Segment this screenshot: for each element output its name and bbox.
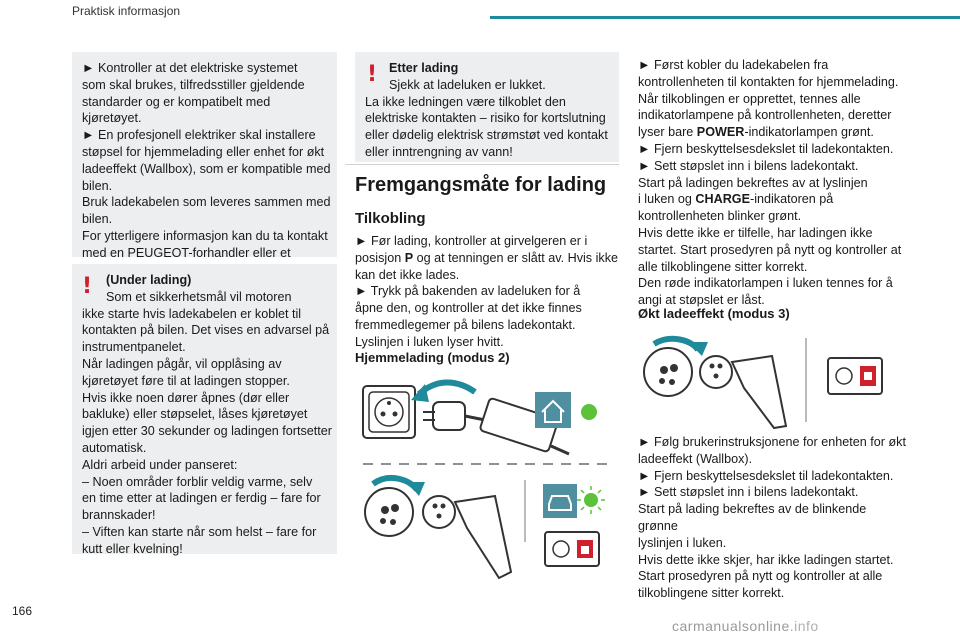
text-span: -indikatoren på <box>750 192 834 207</box>
home-charging-illustration <box>355 372 617 582</box>
text-line: brannskader! <box>82 508 156 523</box>
info-box-installation <box>72 52 337 260</box>
type2-plug-icon <box>423 496 511 578</box>
text-line: ► Fjern beskyttelsesdekslet til ladekontakten. <box>638 468 894 483</box>
text-line: ► En profesjonell elektriker skal installere <box>82 128 316 143</box>
watermark-suffix: .info <box>789 618 819 634</box>
text-line: Lyslinjen i luken lyser hvitt. <box>355 334 504 349</box>
text-span: og at tenningen er slått av. Hvis ikke <box>413 250 618 265</box>
lock-panel-icon <box>828 358 882 394</box>
text-line: kjøretøyet føre til at ladingen stopper. <box>82 373 290 388</box>
text-line: eller dødelig elektrisk strømstøt ved kontakt <box>365 128 608 143</box>
text-line: kontrollenheten blinker grønt. <box>638 209 802 224</box>
power-indicator-dot <box>581 404 597 420</box>
text-line: ► Sett støpslet inn i bilens ladekontakt. <box>638 158 859 173</box>
power-label: POWER <box>696 125 745 140</box>
text-line: automatisk. <box>82 440 147 455</box>
header-rule <box>490 16 960 19</box>
text-line: Hvis dette ikke er tilfelle, har ladingen ikke <box>638 225 873 240</box>
text-span: -indikatorlampen grønt. <box>744 125 874 140</box>
text-line: bakluke) eller støpselet, låses kjøretøyet <box>82 407 308 422</box>
text-line: fremmedlegemer på bilens ladekontakt. <box>355 317 576 332</box>
charging-inlet-icon <box>365 478 425 536</box>
text-line: angi at støpslet er låst. <box>638 293 765 308</box>
connection-text <box>355 233 623 351</box>
arrow-icon <box>419 382 475 394</box>
home-charging-heading: Hjemmelading (modus 2) <box>355 350 510 365</box>
text-line: Bruk ladekabelen som leveres sammen med <box>82 195 331 210</box>
text-line: en time etter at ladingen er ferdig – fare for <box>82 491 321 506</box>
text-line: startet. Start prosedyren på nytt og kontroller at <box>638 242 902 257</box>
mode3-text <box>638 434 908 602</box>
text-line: ► Sett støpslet inn i bilens ladekontakt. <box>638 485 859 500</box>
warning-icon: ! <box>82 274 93 299</box>
warning-heading: (Under lading) <box>106 273 192 287</box>
text-line: bilen. <box>82 178 113 193</box>
text-line: – Noen områder forblir veldig varme, selv <box>82 474 313 489</box>
type2-plug-icon <box>700 356 786 428</box>
text-line: som skal brukes, tilfredsstiller gjeldende <box>82 77 305 92</box>
section-title: Fremgangsmåte for lading <box>355 174 607 196</box>
text-line: La ikke ledningen være tilkoblet den <box>365 94 566 109</box>
text-line: standarder og er kompatibelt med kjøretøyet. <box>82 94 271 126</box>
text-line <box>355 250 623 267</box>
warning-heading: Etter lading <box>389 61 459 75</box>
text-line <box>638 191 908 208</box>
text-span: posisjon <box>355 250 405 265</box>
text-line: Når tilkoblingen er opprettet, tennes alle <box>638 91 861 106</box>
mode3-illustration <box>636 330 898 430</box>
text-line: ► Trykk på bakenden av ladeluken for å <box>355 284 581 299</box>
text-line: kontakten på bilen. Det vises en advarsel på <box>82 323 330 338</box>
text-line: Start på ladingen bekreftes av at lyslinjen <box>638 175 868 190</box>
text-line: med en PEUGEOT-forhandler eller et <box>82 245 291 260</box>
text-line: instrumentpanelet. <box>82 340 186 355</box>
text-line: ladeeffekt (Wallbox). <box>638 451 753 466</box>
text-line: Start på lading bekreftes av de blinkende grønne <box>638 502 867 533</box>
text-line: alle tilkoblingene sitter korrekt. <box>638 259 808 274</box>
text-line: Sjekk at ladeluken er lukket. <box>389 77 546 92</box>
text-line: Når ladingen pågår, vil opplåsing av <box>82 356 282 371</box>
text-line: kutt eller kvelning! <box>82 541 183 556</box>
lock-panel-icon <box>545 532 599 566</box>
text-line: elektriske kontakten – risiko for kortslutning <box>365 111 606 126</box>
text-line: Den røde indikatorlampen i luken tennes for å <box>638 276 893 291</box>
section-subtitle: Tilkobling <box>355 210 426 227</box>
text-line: For ytterligere informasjon kan du ta kontakt <box>82 228 328 243</box>
text-line: ► Først kobler du ladekabelen fra <box>638 58 829 72</box>
warning-icon: ! <box>367 62 378 87</box>
text-line: ► Kontroller at det elektriske systemet <box>82 61 298 75</box>
text-line: bilen. <box>82 212 113 227</box>
text-line: tilkoblingene sitter korrekt. <box>638 586 785 601</box>
charge-label: CHARGE <box>695 192 750 207</box>
text-line: ► Følg brukerinstruksjonene for enheten for økt <box>638 435 906 449</box>
text-line: ► Før lading, kontroller at girvelgeren er i <box>355 234 588 248</box>
charging-inlet-icon <box>644 339 708 396</box>
text-line: kontrollenheten til kontakten for hjemmelading. <box>638 74 899 89</box>
text-line: ► Fjern beskyttelsesdekslet til ladekontakten. <box>638 141 894 156</box>
section-rule <box>345 164 619 165</box>
charge-indicator-dot <box>584 493 598 507</box>
gear-p-label: P <box>404 250 414 265</box>
text-line: Start prosedyren på nytt og kontroller at alle <box>638 569 883 584</box>
warning-box-during-charging <box>72 264 337 554</box>
text-line: ikke starte hvis ladekabelen er koblet til <box>82 306 302 321</box>
text-line: kan det ikke lades. <box>355 267 460 282</box>
text-line: støpsel for hjemmelading eller enhet for økt <box>82 144 325 159</box>
right-column-text <box>638 57 908 309</box>
car-tile <box>543 484 577 518</box>
text-span: lyser bare <box>638 125 697 140</box>
page-number: 166 <box>12 604 33 618</box>
text-line: Hvis dette ikke skjer, har ikke ladingen startet. <box>638 552 894 567</box>
text-line: eller inntrengning av vann! <box>365 144 513 159</box>
section-header-title: Praktisk informasjon <box>72 4 181 18</box>
text-line: lyslinjen i luken. <box>638 535 727 550</box>
mode3-heading: Økt ladeeffekt (modus 3) <box>638 306 790 321</box>
text-line: åpne den, og kontroller at det ikke finnes <box>355 301 582 316</box>
watermark-text: carmanualsonline <box>672 618 790 634</box>
warning-box-after-charging <box>355 52 619 162</box>
text-span: i luken og <box>638 192 696 207</box>
watermark <box>672 618 819 634</box>
text-line: igjen etter 30 sekunder og ladingen fortsetter <box>82 424 332 439</box>
text-line <box>638 124 908 141</box>
text-line: indikatorlampene på kontrollenheten, deretter <box>638 108 892 123</box>
socket-icon <box>363 386 415 438</box>
text-line: Aldri arbeid under panseret: <box>82 457 238 472</box>
text-line: ladeeffekt (Wallbox), som er kompatible med <box>82 161 331 176</box>
text-line: Hvis ikke noen dører åpnes (dør eller <box>82 390 290 405</box>
text-line: Som et sikkerhetsmål vil motoren <box>106 289 292 304</box>
text-line: – Viften kan starte når som helst – fare for <box>82 524 317 539</box>
